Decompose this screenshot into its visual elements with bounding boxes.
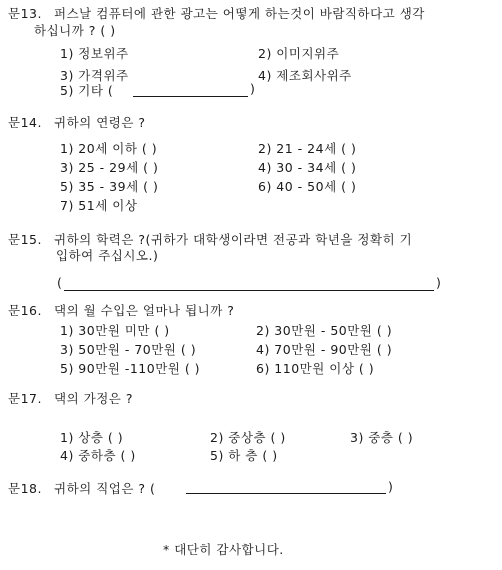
q13-option-5[interactable]: 5) 기타 ( — [60, 83, 114, 98]
q17-option-5[interactable]: 5) 하 층 ( ) — [210, 448, 278, 463]
q13-option-2[interactable]: 2) 이미지위주 — [258, 46, 340, 61]
question-16-number: 문16. — [8, 303, 42, 318]
q13-other-blank[interactable] — [133, 96, 248, 97]
q17-option-2[interactable]: 2) 중상층 ( ) — [210, 430, 286, 445]
q18-answer-blank[interactable] — [186, 493, 386, 494]
closing-thanks: * 대단히 감사합니다. — [163, 542, 284, 557]
question-15-text-line2: 입하여 주십시오.) — [56, 248, 159, 263]
q13-other-close-paren: ) — [250, 81, 256, 96]
q13-option-3[interactable]: 3) 가격위주 — [60, 68, 129, 83]
q16-option-3[interactable]: 3) 50만원 - 70만원 ( ) — [60, 342, 197, 357]
q16-option-6[interactable]: 6) 110만원 이상 ( ) — [256, 361, 375, 376]
q14-option-4[interactable]: 4) 30 - 34세 ( ) — [258, 160, 357, 175]
question-17-number: 문17. — [8, 391, 42, 406]
q17-option-1[interactable]: 1) 상층 ( ) — [60, 430, 124, 445]
q14-option-2[interactable]: 2) 21 - 24세 ( ) — [258, 141, 357, 156]
q16-option-1[interactable]: 1) 30만원 미만 ( ) — [60, 323, 170, 338]
question-16-text: 댁의 월 수입은 얼마나 됩니까 ? — [54, 303, 235, 318]
q13-option-1[interactable]: 1) 정보위주 — [60, 46, 129, 61]
question-14-text: 귀하의 연령은 ? — [54, 115, 146, 130]
q17-option-4[interactable]: 4) 중하층 ( ) — [60, 448, 136, 463]
q15-answer-blank[interactable] — [64, 290, 434, 291]
q16-option-2[interactable]: 2) 30만원 - 50만원 ( ) — [256, 323, 393, 338]
question-13-text-line2: 하십니까 ? ( ) — [34, 23, 116, 38]
question-17-text: 댁의 가정은 ? — [54, 391, 133, 406]
q13-option-4[interactable]: 4) 제조회사위주 — [258, 68, 352, 83]
q15-close-paren: ) — [436, 275, 442, 290]
q16-option-4[interactable]: 4) 70만원 - 90만원 ( ) — [256, 342, 393, 357]
q16-option-5[interactable]: 5) 90만원 -110만원 ( ) — [60, 361, 201, 376]
q14-option-3[interactable]: 3) 25 - 29세 ( ) — [60, 160, 159, 175]
q17-option-3[interactable]: 3) 중층 ( ) — [350, 430, 414, 445]
q15-open-paren: ( — [57, 275, 63, 290]
question-18-number: 문18. — [8, 481, 42, 496]
question-14-number: 문14. — [8, 115, 42, 130]
q14-option-6[interactable]: 6) 40 - 50세 ( ) — [258, 179, 357, 194]
q18-close-paren: ) — [388, 479, 394, 494]
question-15-text-line1: 귀하의 학력은 ?(귀하가 대학생이라면 전공과 학년을 정확히 기 — [54, 232, 413, 247]
q14-option-7[interactable]: 7) 51세 이상 — [60, 198, 138, 213]
q14-option-1[interactable]: 1) 20세 이하 ( ) — [60, 141, 158, 156]
question-15-number: 문15. — [8, 232, 42, 247]
question-13-number: 문13. — [8, 6, 42, 21]
question-13-text-line1: 퍼스날 컴퓨터에 관한 광고는 어떻게 하는것이 바람직하다고 생각 — [54, 6, 425, 21]
q14-option-5[interactable]: 5) 35 - 39세 ( ) — [60, 179, 159, 194]
question-18-text: 귀하의 직업은 ? ( — [54, 481, 156, 496]
